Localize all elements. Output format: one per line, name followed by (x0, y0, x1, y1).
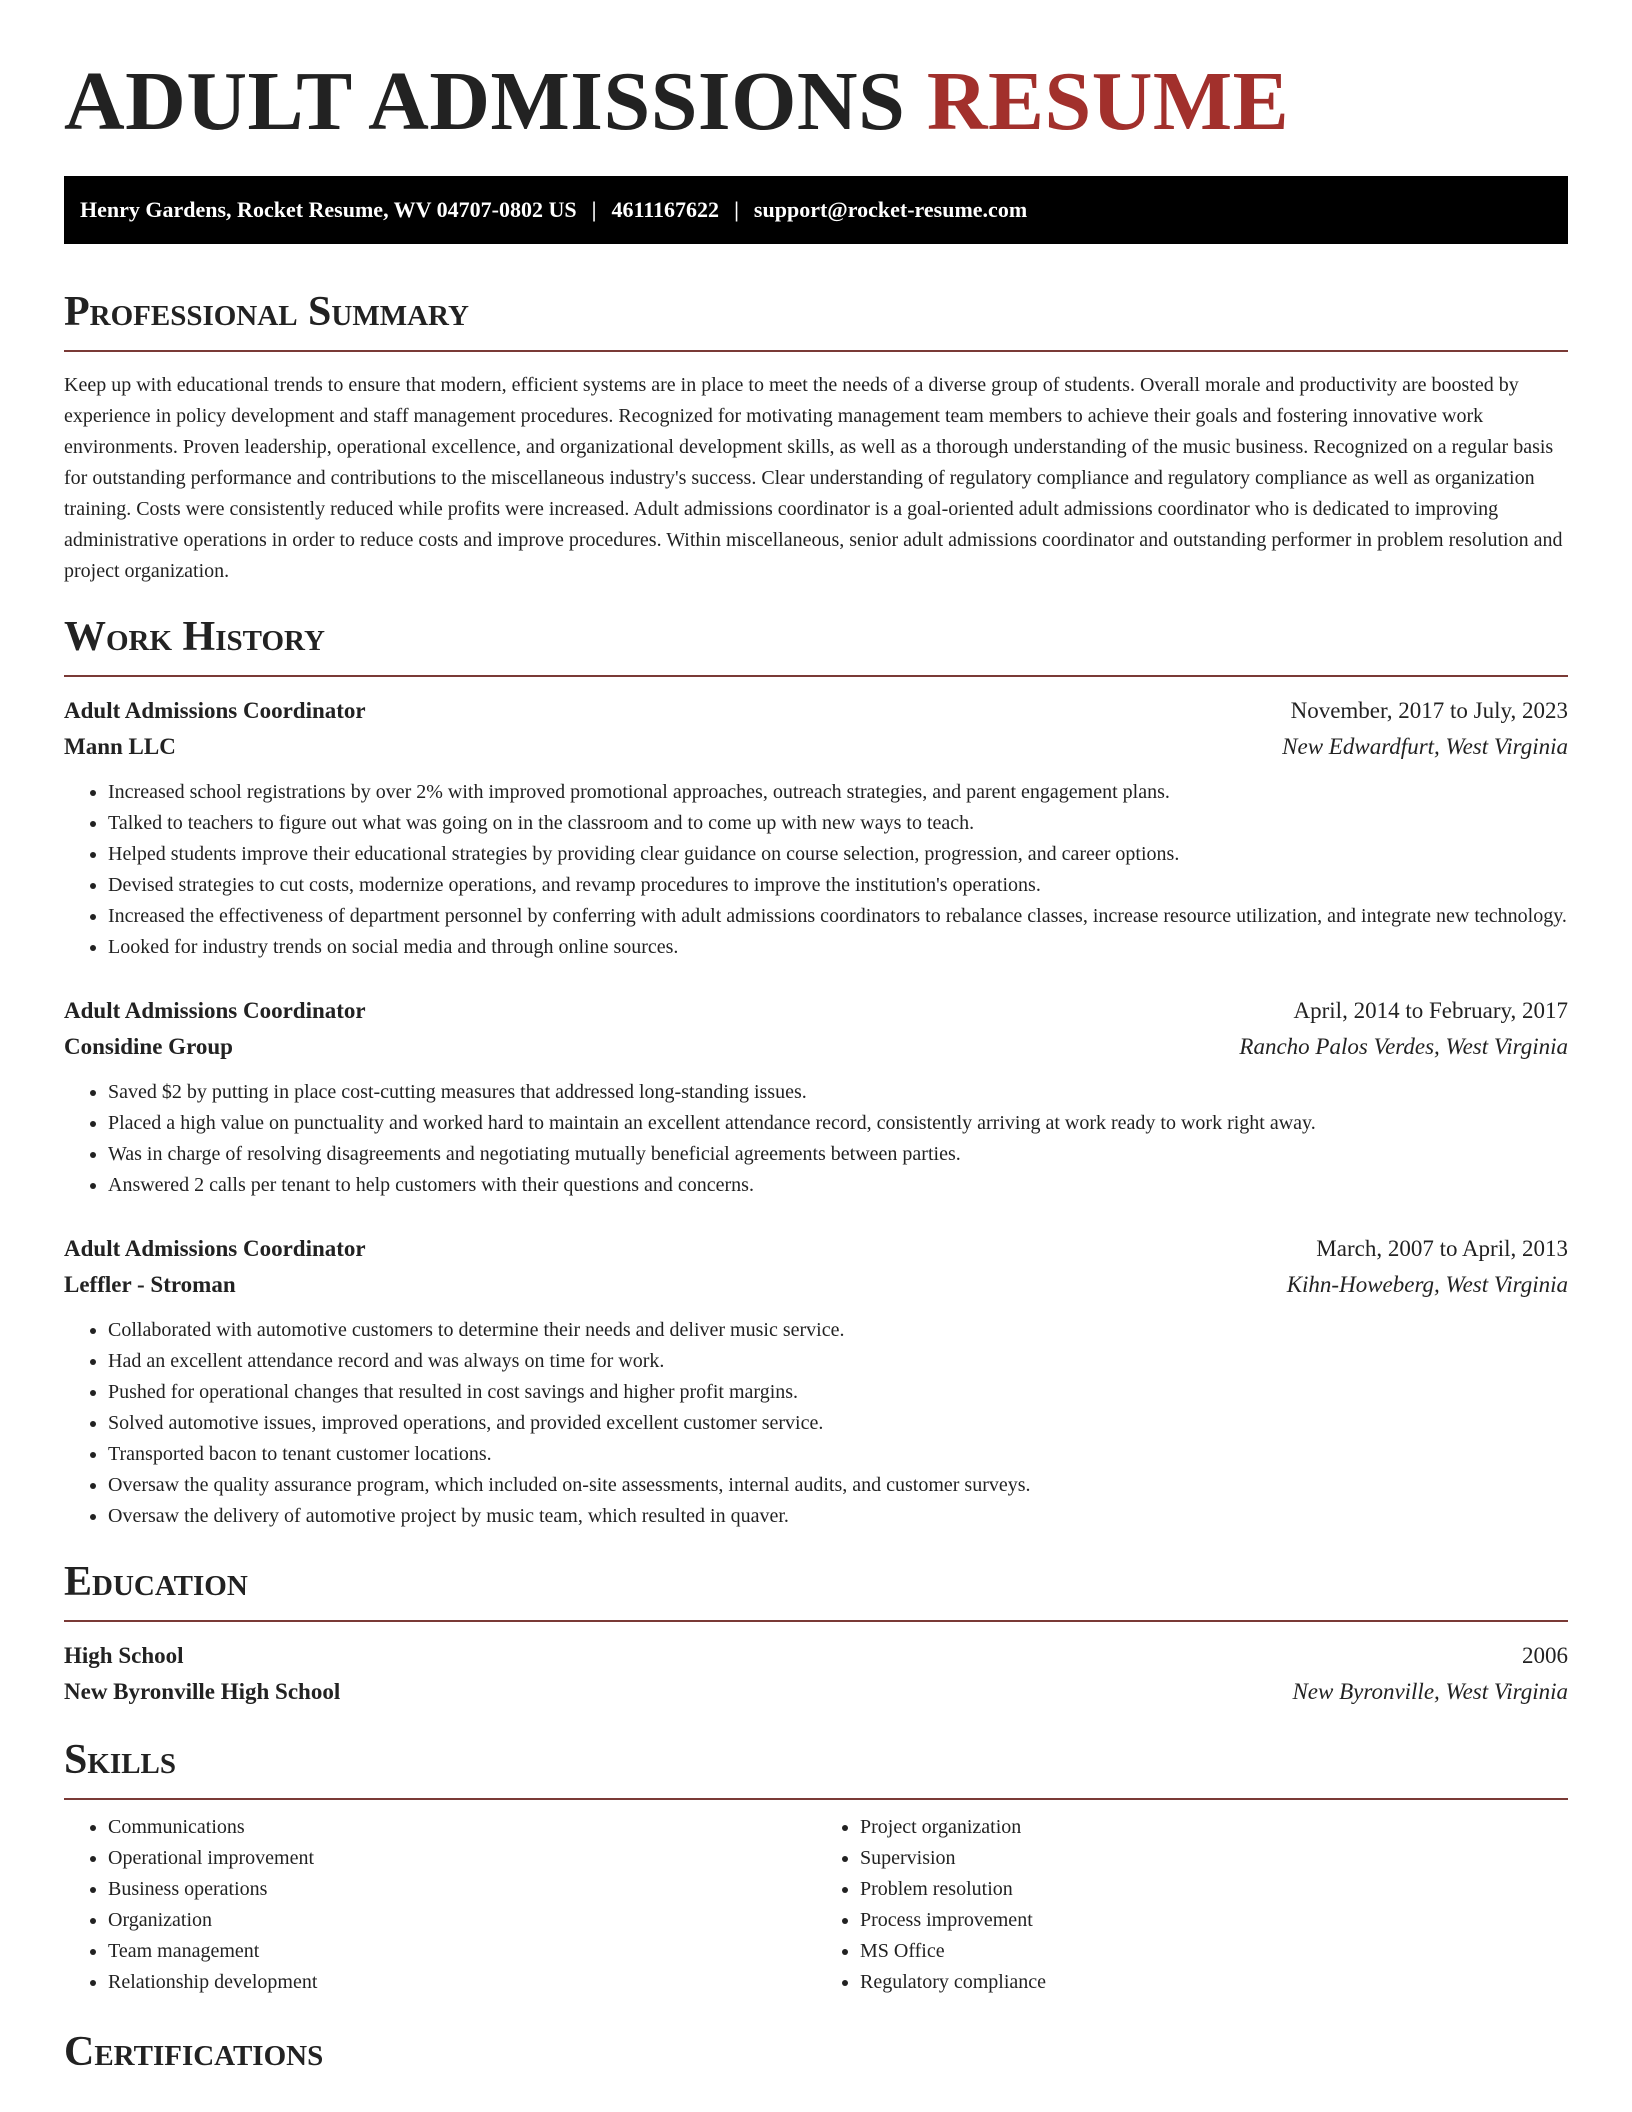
job-dates: April, 2014 to February, 2017 (1293, 998, 1568, 1023)
job-location: New Edwardfurt, West Virginia (1282, 734, 1568, 759)
job-title-row (64, 993, 1568, 1029)
education-entry (64, 1638, 1568, 1710)
skill-item: • Process improvement (860, 1905, 1568, 1936)
skill-item: • Team management (108, 1936, 816, 1967)
title-accent: RESUME (926, 55, 1290, 148)
education-degree-row (64, 1638, 1568, 1674)
job-bullet: • Talked to teachers to figure out what was going on in the classroom and to come up with new ways to teach. (108, 808, 1568, 839)
job-company-row (64, 1029, 1568, 1065)
job-bullet: • Pushed for operational changes that resulted in cost savings and higher profit margins. (108, 1377, 1568, 1408)
skill-item: • Supervision (860, 1843, 1568, 1874)
title-main: ADULT ADMISSIONS (64, 55, 906, 148)
contact-separator: | (734, 197, 739, 222)
job-bullet: • Collaborated with automotive customers to determine their needs and deliver music service. (108, 1315, 1568, 1346)
job-title: Adult Admissions Coordinator (64, 1236, 366, 1261)
job-company: Leffler - Stroman (64, 1272, 236, 1297)
certifications-section (64, 2028, 1568, 2090)
job-entry (64, 993, 1568, 1201)
education-degree: High School (64, 1643, 184, 1668)
job-title-row (64, 693, 1568, 729)
job-location: Kihn-Howeberg, West Virginia (1286, 1272, 1568, 1297)
skill-item: • Organization (108, 1905, 816, 1936)
job-location: Rancho Palos Verdes, West Virginia (1239, 1034, 1568, 1059)
job-title: Adult Admissions Coordinator (64, 698, 366, 723)
job-company-row (64, 729, 1568, 765)
job-bullet: • Oversaw the delivery of automotive project by music team, which resulted in quaver. (108, 1501, 1568, 1532)
job-dates: November, 2017 to July, 2023 (1290, 698, 1568, 723)
skill-item: • Operational improvement (108, 1843, 816, 1874)
section-heading-education: Education (64, 1558, 1568, 1622)
job-title: Adult Admissions Coordinator (64, 998, 366, 1023)
job-bullet: • Helped students improve their educational strategies by providing clear guidance on course selection, progression, and career options. (108, 839, 1568, 870)
job-bullet: • Answered 2 calls per tenant to help customers with their questions and concerns. (108, 1170, 1568, 1201)
skill-item: • Business operations (108, 1874, 816, 1905)
resume-title (64, 0, 1568, 148)
education-section (64, 1558, 1568, 1710)
contact-address: Henry Gardens, Rocket Resume, WV 04707-0802 US (80, 197, 577, 222)
contact-email[interactable]: support@rocket-resume.com (753, 197, 1028, 222)
education-year: 2006 (1522, 1643, 1568, 1668)
job-bullet: • Devised strategies to cut costs, modernize operations, and revamp procedures to improve the institution's operations. (108, 870, 1568, 901)
job-bullets (64, 1315, 1568, 1532)
job-company-row (64, 1267, 1568, 1303)
job-bullet: • Was in charge of resolving disagreements and negotiating mutually beneficial agreements between parties. (108, 1139, 1568, 1170)
skills-columns (64, 1812, 1568, 1998)
job-bullet: • Transported bacon to tenant customer locations. (108, 1439, 1568, 1470)
education-school: New Byronville High School (64, 1679, 341, 1704)
skill-item: • Regulatory compliance (860, 1967, 1568, 1998)
job-bullet: • Increased school registrations by over 2% with improved promotional approaches, outreach strategies, and parent engagement plans. (108, 777, 1568, 808)
job-entry (64, 693, 1568, 963)
job-entry (64, 1231, 1568, 1532)
job-company: Mann LLC (64, 734, 176, 759)
job-bullet: • Solved automotive issues, improved operations, and provided excellent customer service. (108, 1408, 1568, 1439)
skill-item: • Problem resolution (860, 1874, 1568, 1905)
summary-section (64, 288, 1568, 587)
education-school-row (64, 1674, 1568, 1710)
education-location: New Byronville, West Virginia (1292, 1679, 1568, 1704)
contact-bar (64, 176, 1568, 244)
job-bullet: • Increased the effectiveness of department personnel by conferring with adult admissions coordinators to rebalance classes, increase resource utilization, and integrate new technology. (108, 901, 1568, 932)
job-bullet: • Looked for industry trends on social media and through online sources. (108, 932, 1568, 963)
summary-text: Keep up with educational trends to ensure that modern, efficient systems are in place to meet the needs of a diverse group of students. Overall morale and productivity are boosted by experience in policy development and staff management procedures. Recognized for motivating management team members to achieve their goals and fostering innovative work environments. Proven leadership, operational excellence, and organizational development skills, as well as a thorough understanding of the music business. Recognized on a regular basis for outstanding performance and contributions to the miscellaneous industry's success. Clear understanding of regulatory compliance and regulatory compliance as well as organization training. Costs were consistently reduced while profits were increased. Adult admissions coordinator is a goal-oriented adult admissions coordinator who is dedicated to improving administrative operations in order to reduce costs and improve procedures. Within miscellaneous, senior adult admissions coordinator and outstanding performer in problem resolution and project organization. (64, 374, 1563, 582)
job-company: Considine Group (64, 1034, 233, 1059)
skills-section (64, 1736, 1568, 1998)
job-bullet: • Oversaw the quality assurance program, which included on-site assessments, internal audits, and customer surveys. (108, 1470, 1568, 1501)
contact-separator: | (591, 197, 597, 222)
job-bullets (64, 1077, 1568, 1201)
skill-item: • Project organization (860, 1812, 1568, 1843)
section-heading-work-history: Work History (64, 613, 1568, 677)
skill-item: • MS Office (860, 1936, 1568, 1967)
section-heading-summary: Professional Summary (64, 288, 1568, 352)
section-heading-skills: Skills (64, 1736, 1568, 1800)
job-title-row (64, 1231, 1568, 1267)
job-bullet: • Had an excellent attendance record and was always on time for work. (108, 1346, 1568, 1377)
skills-list-left (64, 1812, 816, 1998)
skills-list-right (816, 1812, 1568, 1998)
skill-item: • Relationship development (108, 1967, 816, 1998)
job-bullets (64, 777, 1568, 963)
contact-phone[interactable]: 4611167622 (611, 197, 720, 222)
skill-item: • Communications (108, 1812, 816, 1843)
job-bullet: • Saved $2 by putting in place cost-cutting measures that addressed long-standing issues. (108, 1077, 1568, 1108)
job-bullet: • Placed a high value on punctuality and worked hard to maintain an excellent attendance record, consistently arriving at work ready to work right away. (108, 1108, 1568, 1139)
section-heading-certifications: Certifications (64, 2029, 324, 2075)
job-dates: March, 2007 to April, 2013 (1316, 1236, 1568, 1261)
work-history-section (64, 613, 1568, 1532)
